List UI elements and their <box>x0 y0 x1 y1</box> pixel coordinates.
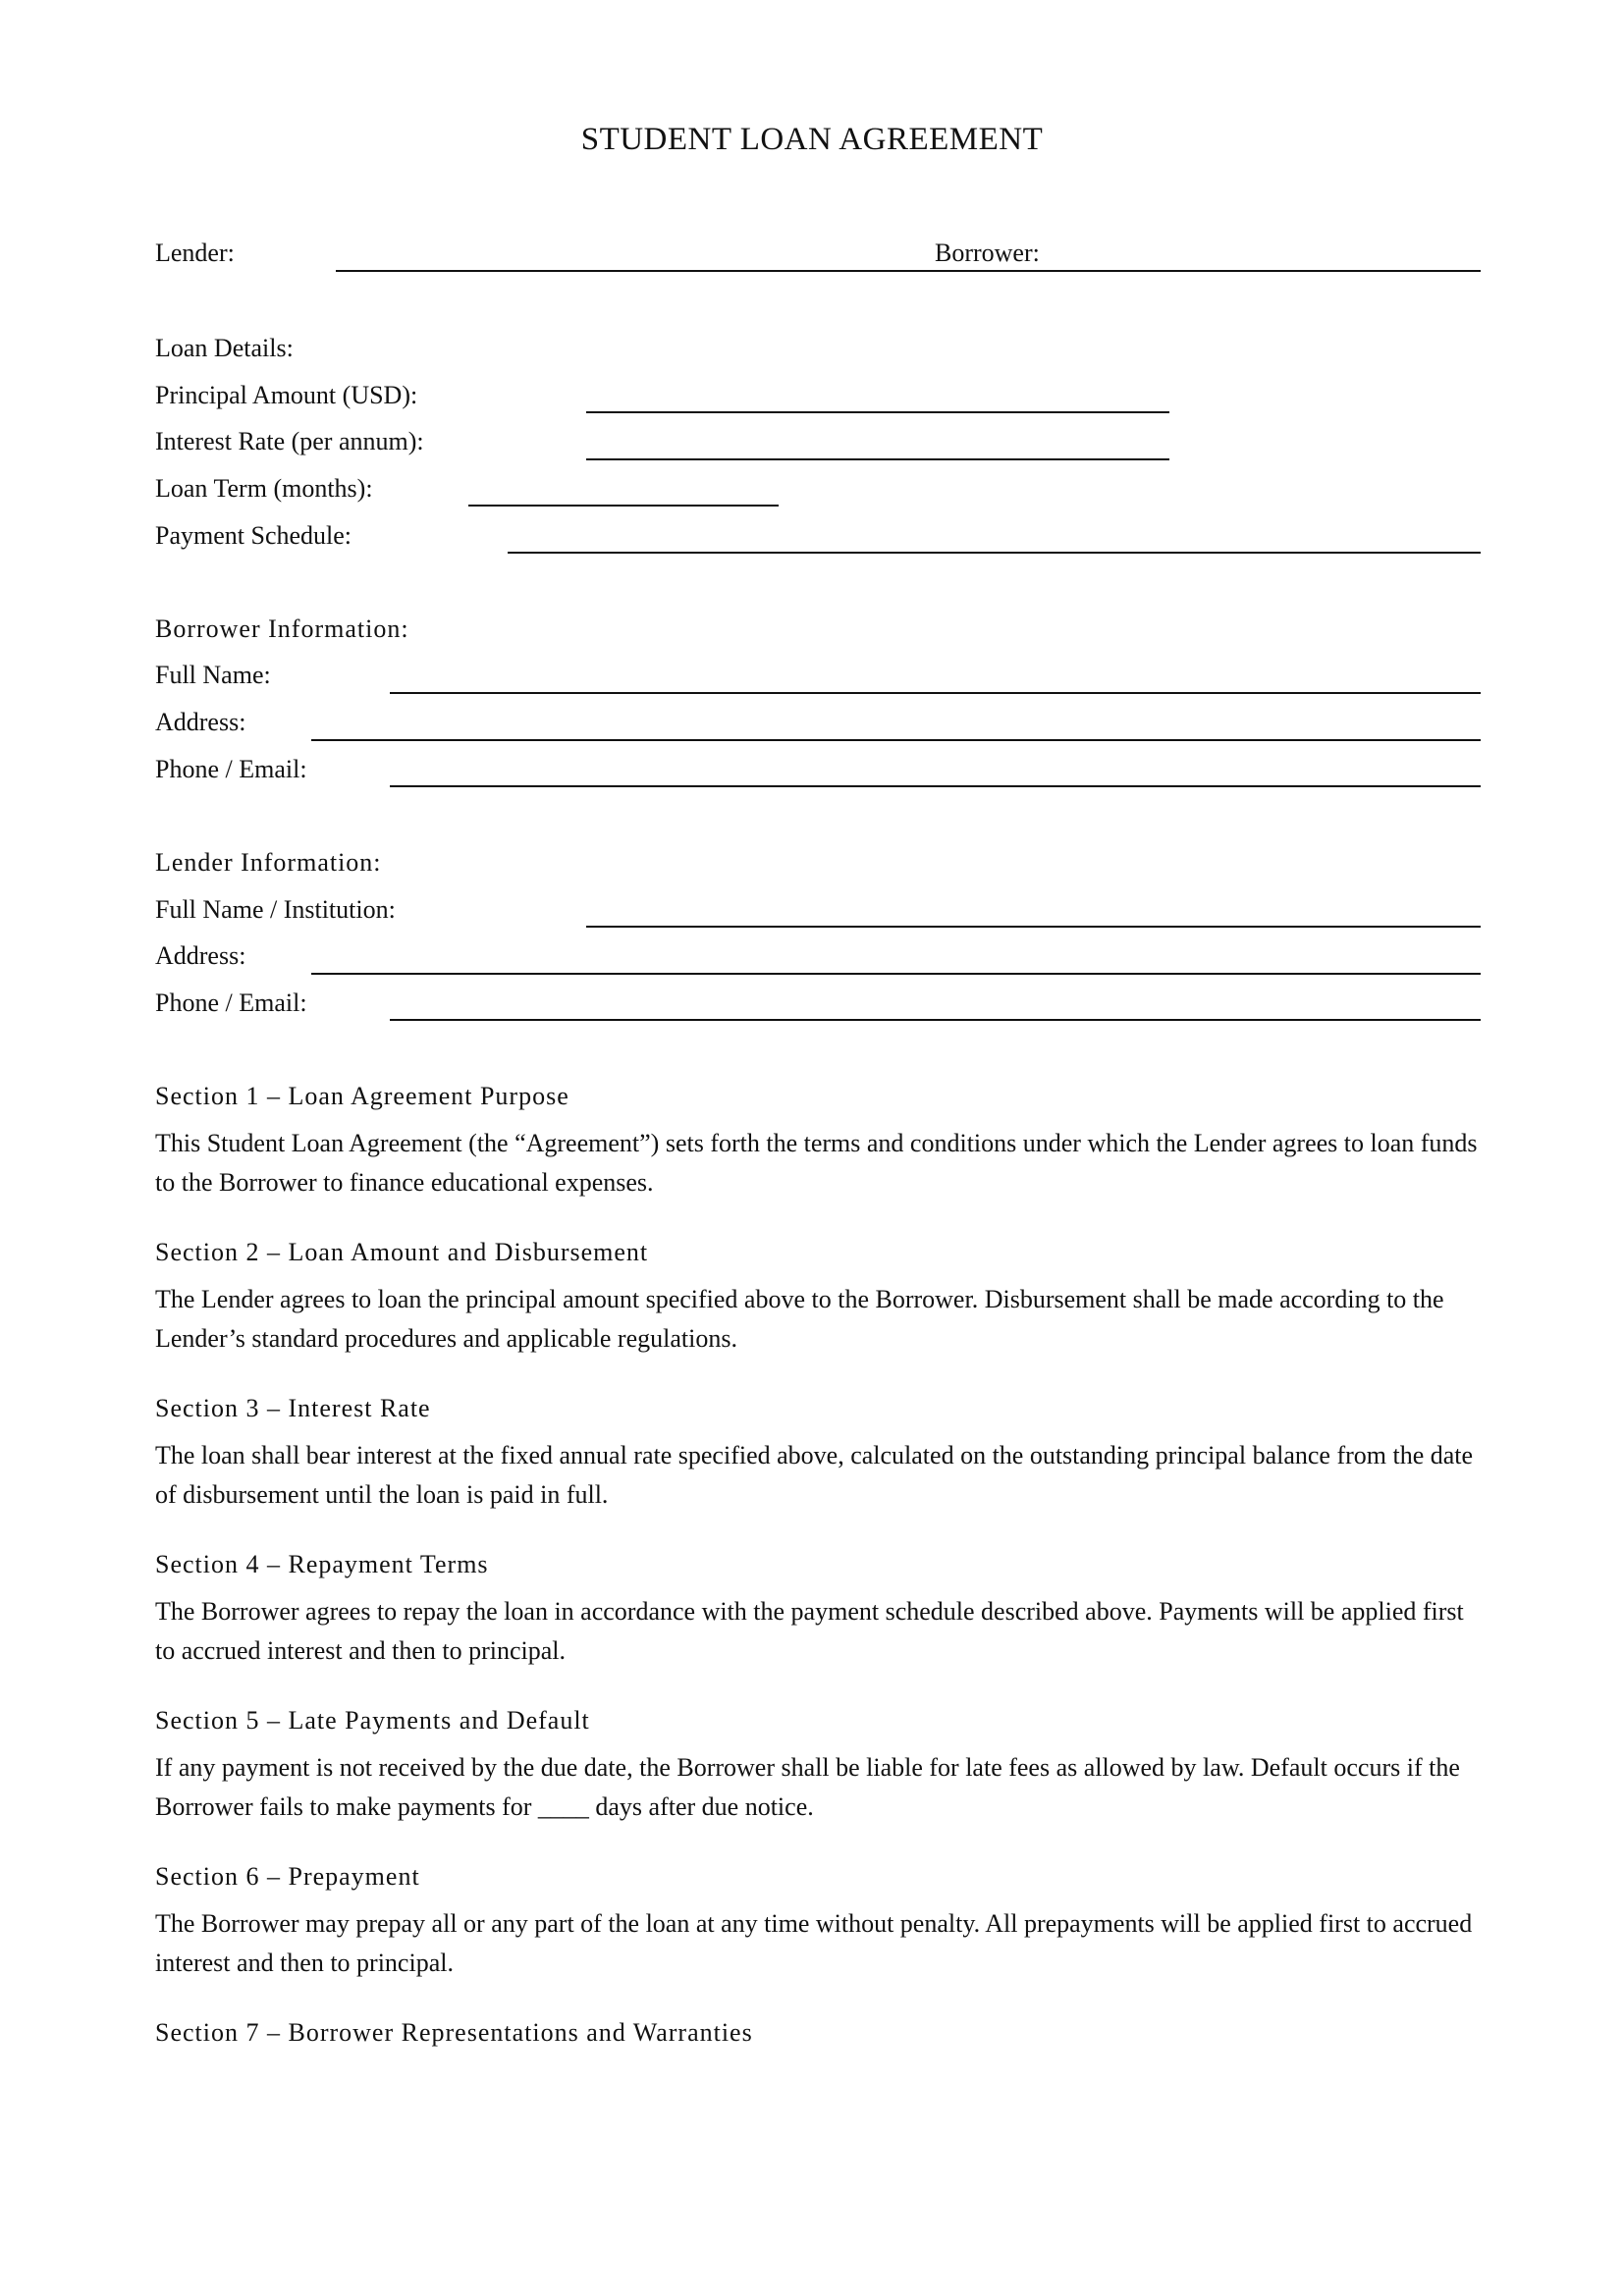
lender-contact-label: Phone / Email: <box>155 988 307 1017</box>
section-2-body: The Lender agrees to loan the principal amount specified above to the Borrower. Disbursement shall be made according to the Lender’s standard procedures and applicable regulations. <box>155 1285 1444 1353</box>
lender-full-name-label: Full Name / Institution: <box>155 895 396 924</box>
borrower-contact-field[interactable] <box>390 785 1481 787</box>
section-1-body: This Student Loan Agreement (the “Agreement”) sets forth the terms and conditions under which the Lender agrees to loan funds to the Borrower to finance educational expenses. <box>155 1129 1478 1197</box>
borrower-address-field[interactable] <box>311 739 1481 741</box>
payment-schedule-field[interactable] <box>508 552 1481 554</box>
borrower-info-heading: Borrower Information: <box>155 614 409 643</box>
lender-address-field[interactable] <box>311 973 1481 975</box>
lender-contact-field[interactable] <box>390 1019 1481 1021</box>
section-5-heading: Section 5 – Late Payments and Default <box>155 1706 590 1735</box>
lender-field[interactable] <box>336 270 937 272</box>
principal-amount-field[interactable] <box>586 411 1169 413</box>
loan-term-label: Loan Term (months): <box>155 474 373 503</box>
section-7-heading: Section 7 – Borrower Representations and Warranties <box>155 2018 753 2047</box>
borrower-address-label: Address: <box>155 708 246 736</box>
borrower-full-name-field[interactable] <box>390 692 1481 694</box>
section-3-body: The loan shall bear interest at the fixed annual rate specified above, calculated on the outstanding principal balance from the date of disbursement until the loan is paid in full. <box>155 1441 1474 1509</box>
section-6-heading: Section 6 – Prepayment <box>155 1862 420 1891</box>
borrower-field[interactable] <box>937 270 1481 272</box>
borrower-full-name-label: Full Name: <box>155 661 271 689</box>
section-3-heading: Section 3 – Interest Rate <box>155 1394 431 1422</box>
payment-schedule-label: Payment Schedule: <box>155 521 352 550</box>
section-1-heading: Section 1 – Loan Agreement Purpose <box>155 1082 569 1110</box>
section-4-heading: Section 4 – Repayment Terms <box>155 1550 489 1578</box>
loan-term-field[interactable] <box>468 505 779 507</box>
section-5-body: If any payment is not received by the due date, the Borrower shall be liable for late fees as allowed by law. Default occurs if the Borrower fails to make payments for ____ days after due notice. <box>155 1753 1460 1821</box>
lender-full-name-field[interactable] <box>586 926 1481 928</box>
document-title: STUDENT LOAN AGREEMENT <box>580 122 1044 157</box>
section-2-heading: Section 2 – Loan Amount and Disbursement <box>155 1238 649 1266</box>
lender-label: Lender: <box>155 239 235 267</box>
lender-address-label: Address: <box>155 941 246 970</box>
interest-rate-field[interactable] <box>586 458 1169 460</box>
interest-rate-label: Interest Rate (per annum): <box>155 427 424 455</box>
borrower-contact-label: Phone / Email: <box>155 755 307 783</box>
section-4-body: The Borrower agrees to repay the loan in accordance with the payment schedule described above. Payments will be applied first to accrued interest and then to principal. <box>155 1597 1464 1665</box>
borrower-label: Borrower: <box>935 239 1040 267</box>
loan-details-heading: Loan Details: <box>155 334 294 362</box>
principal-amount-label: Principal Amount (USD): <box>155 381 418 409</box>
section-6-body: The Borrower may prepay all or any part of the loan at any time without penalty. All prepayments will be applied first to accrued interest and then to principal. <box>155 1909 1473 1977</box>
lender-info-heading: Lender Information: <box>155 848 382 877</box>
